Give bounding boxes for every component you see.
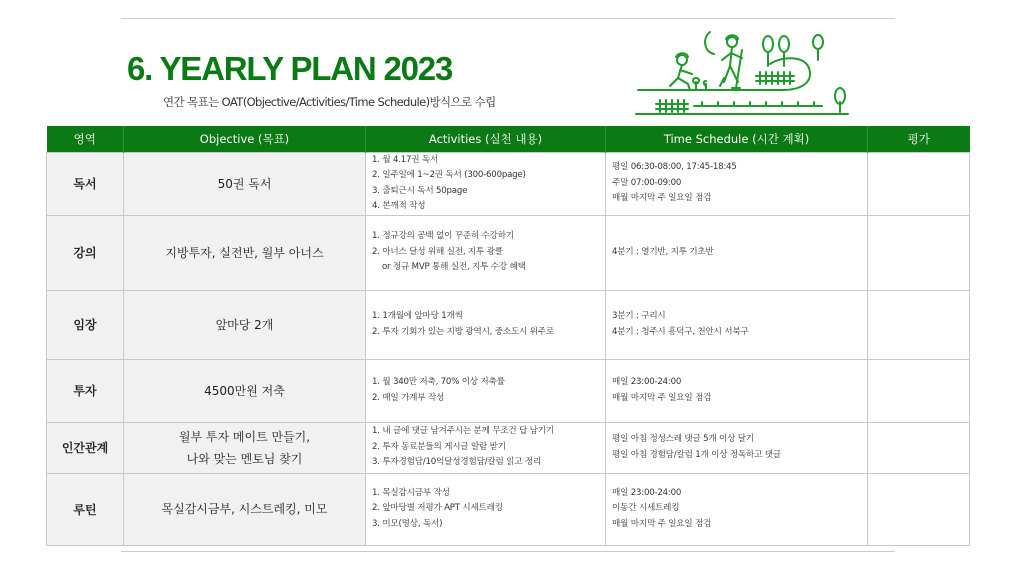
schedule-cell: [606, 152, 868, 215]
top-divider: [121, 18, 895, 19]
yearly-plan-table: [46, 126, 970, 546]
objective-cell: [124, 359, 366, 422]
evaluation-cell: [868, 359, 970, 422]
schedule-line: 매월 마지막 주 일요일 점검: [612, 518, 712, 529]
area-cell: 투자: [47, 359, 124, 422]
gardening-people-illustration: [632, 26, 854, 120]
activity-line: 2. 앞마당별 저평가 APT 시세트레킹: [372, 503, 503, 514]
activity-line: 3. 미모(명상, 독서): [372, 518, 443, 529]
schedule-line: 매월 마지막 주 일요일 점검: [612, 392, 712, 403]
table-row: [47, 152, 970, 215]
schedule-line: 4분기 : 청주시 흥덕구, 천안시 서북구: [612, 326, 749, 337]
schedule-line: 평일 아침 정성스레 댓글 5개 이상 달기: [612, 434, 754, 444]
objective-line: 목실감시금부, 시스트레킹, 미모: [161, 502, 328, 516]
objective-cell: [124, 290, 366, 359]
schedule-cell: [606, 215, 868, 290]
evaluation-cell: [868, 473, 970, 545]
evaluation-cell: [868, 215, 970, 290]
objective-cell: [124, 152, 366, 215]
page-subtitle: 연간 목표는 OAT(Objective/Activities/Time Schedule)방식으로 수립: [163, 95, 496, 109]
activity-line: 1. 1개월에 앞마당 1개씩: [372, 311, 463, 321]
bottom-divider: [121, 551, 895, 552]
schedule-line: 3분기 : 구리시: [612, 311, 666, 321]
column-header-activities: Activities (실천 내용): [366, 126, 606, 152]
activity-line: 3. 투자경험담/10억달성경험담/칼럼 읽고 정리: [372, 457, 542, 468]
activity-line: 2. 아너스 달성 위해 실전, 지투 광클: [372, 246, 503, 257]
column-header-evaluation: 평가: [868, 126, 970, 152]
objective-line: 50권 독서: [217, 176, 272, 191]
table-row: [47, 215, 970, 290]
activity-line: 2. 매일 가계부 작성: [372, 392, 445, 403]
column-header-area: 영역: [47, 126, 124, 152]
table-row: [47, 290, 970, 359]
table-row: [47, 359, 970, 422]
activity-line: 3. 출퇴근시 독서 50page: [372, 185, 468, 196]
objective-line: 지방투자, 실전반, 월부 아너스: [165, 245, 324, 260]
activity-line: 1. 월 4.17권 독서: [372, 154, 439, 165]
objective-cell: [124, 473, 366, 545]
area-cell: 독서: [47, 152, 124, 215]
activity-line: 2. 일주일에 1~2권 독서 (300-600page): [372, 170, 526, 180]
table-row: [47, 473, 970, 545]
schedule-line: 4분기 : 열기반, 지투 기초반: [612, 246, 714, 257]
schedule-line: 평일 06:30-08:00, 17:45-18:45: [612, 162, 737, 173]
schedule-cell: [606, 422, 868, 473]
schedule-line: 매월 마지막 주 일요일 점검: [612, 193, 712, 204]
schedule-cell: [606, 359, 868, 422]
evaluation-cell: [868, 152, 970, 215]
objective-line: 월부 투자 메이트 만들기,: [178, 429, 311, 444]
evaluation-cell: [868, 290, 970, 359]
evaluation-cell: [868, 422, 970, 473]
activities-cell: [366, 290, 606, 359]
schedule-cell: [606, 290, 868, 359]
column-header-objective: Objective (목표): [124, 126, 366, 152]
schedule-line: 주말 07:00-09:00: [612, 177, 682, 188]
schedule-line: 매일 23:00-24:00: [612, 377, 682, 387]
activities-cell: [366, 359, 606, 422]
area-cell: 루틴: [47, 473, 124, 545]
table-header-row: [47, 126, 970, 152]
area-cell: 강의: [47, 215, 124, 290]
activities-cell: [366, 473, 606, 545]
objective-line: 4500만원 저축: [204, 383, 285, 398]
page-title: 6. YEARLY PLAN 2023: [127, 50, 453, 87]
activity-line: 1. 정규강의 공백 없이 꾸준히 수강하기: [372, 231, 514, 242]
schedule-cell: [606, 473, 868, 545]
column-header-schedule: Time Schedule (시간 계획): [606, 126, 868, 152]
objective-line: 앞마당 2개: [215, 317, 274, 332]
schedule-line: 매일 23:00-24:00: [612, 487, 682, 498]
schedule-line: 이동간 시세트레킹: [612, 503, 680, 514]
activity-line: or 정규 MVP 통해 실전, 지투 수강 혜택: [382, 262, 526, 273]
activity-line: 2. 투자 기회가 있는 지방 광역시, 중소도시 위주로: [372, 326, 554, 337]
activities-cell: [366, 152, 606, 215]
activity-line: 1. 월 340만 저축, 70% 이상 저축률: [372, 377, 505, 387]
area-cell: 임장: [47, 290, 124, 359]
objective-cell: [124, 215, 366, 290]
objective-cell: [124, 422, 366, 473]
activity-line: 4. 본깨적 작성: [372, 201, 426, 211]
schedule-line: 평일 아침 경험담/칼럼 1개 이상 정독하고 댓글: [612, 449, 781, 460]
objective-line: 나와 맞는 멘토님 찾기: [186, 451, 303, 466]
activity-line: 1. 목실감시금부 작성: [372, 487, 450, 498]
activities-cell: [366, 422, 606, 473]
activity-line: 2. 투자 동료분들의 게시글 알람 받기: [372, 441, 506, 452]
table-row: [47, 422, 970, 473]
activity-line: 1. 내 글에 댓글 남겨주시는 분께 무조건 답 남기기: [372, 426, 554, 437]
area-cell: 인간관계: [47, 422, 124, 473]
activities-cell: [366, 215, 606, 290]
